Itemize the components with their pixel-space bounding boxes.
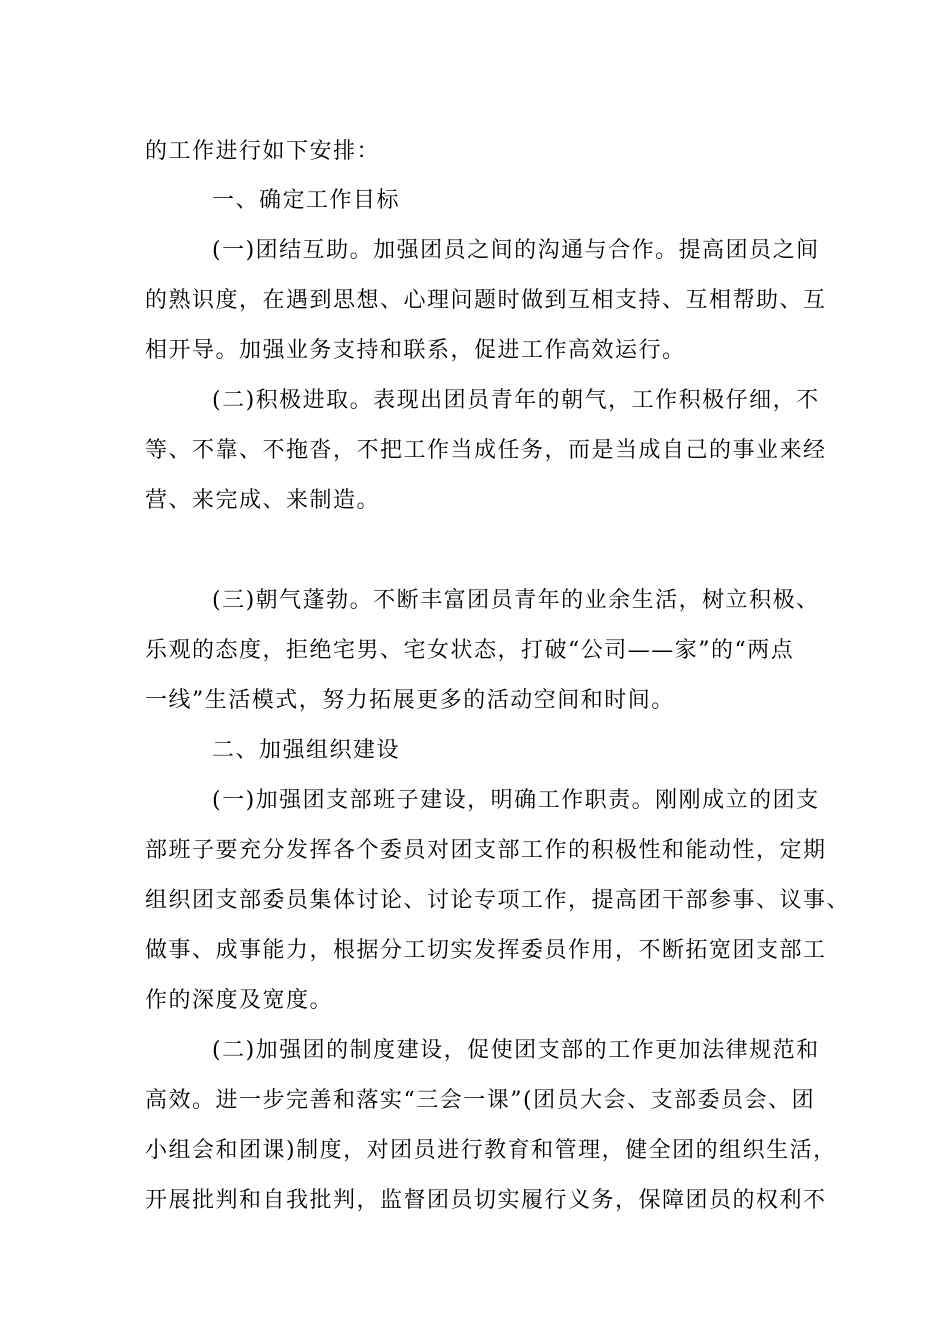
text-line: (一)加强团支部班子建设，明确工作职责。刚刚成立的团支 (212, 788, 820, 813)
text-line: 高效。进一步完善和落实“三会一课”(团员大会、支部委员会、团 (145, 1088, 816, 1113)
text-line: 做事、成事能力，根据分工切实发挥委员作用，不断拓宽团支部工 (145, 938, 827, 963)
text-line: 乐观的态度，拒绝宅男、宅女状态，打破“公司——家”的“两点 (145, 638, 795, 663)
text-line: 的熟识度，在遇到思想、心理问题时做到互相支持、互相帮助、互 (145, 288, 827, 313)
text-line: (二)积极进取。表现出团员青年的朝气，工作积极仔细，不 (212, 388, 820, 413)
text-line: 部班子要充分发挥各个委员对团支部工作的积极性和能动性，定期 (145, 838, 827, 863)
section-heading: 一、确定工作目标 (212, 188, 401, 213)
text-line: (一)团结互助。加强团员之间的沟通与合作。提高团员之间 (212, 238, 820, 263)
text-line: 开展批判和自我批判，监督团员切实履行义务，保障团员的权利不 (145, 1188, 827, 1213)
text-line: 作的深度及宽度。 (145, 988, 334, 1013)
text-line: (二)加强团的制度建设，促使团支部的工作更加法律规范和 (212, 1038, 820, 1063)
text-line: 营、来完成、来制造。 (145, 488, 381, 513)
text-line: 组织团支部委员集体讨论、讨论专项工作，提高团干部参事、议事、 (145, 888, 851, 913)
text-line: 相开导。加强业务支持和联系，促进工作高效运行。 (145, 338, 686, 363)
text-line: 的工作进行如下安排： (145, 139, 381, 164)
text-line: (三)朝气蓬勃。不断丰富团员青年的业余生活，树立积极、 (212, 588, 820, 613)
text-line: 等、不靠、不拖沓，不把工作当成任务，而是当成自己的事业来经 (145, 438, 827, 463)
text-line: 一线”生活模式，努力拓展更多的活动空间和时间。 (145, 688, 675, 713)
section-heading: 二、加强组织建设 (212, 738, 401, 763)
text-line: 小组会和团课)制度，对团员进行教育和管理，健全团的组织生活， (145, 1138, 837, 1163)
